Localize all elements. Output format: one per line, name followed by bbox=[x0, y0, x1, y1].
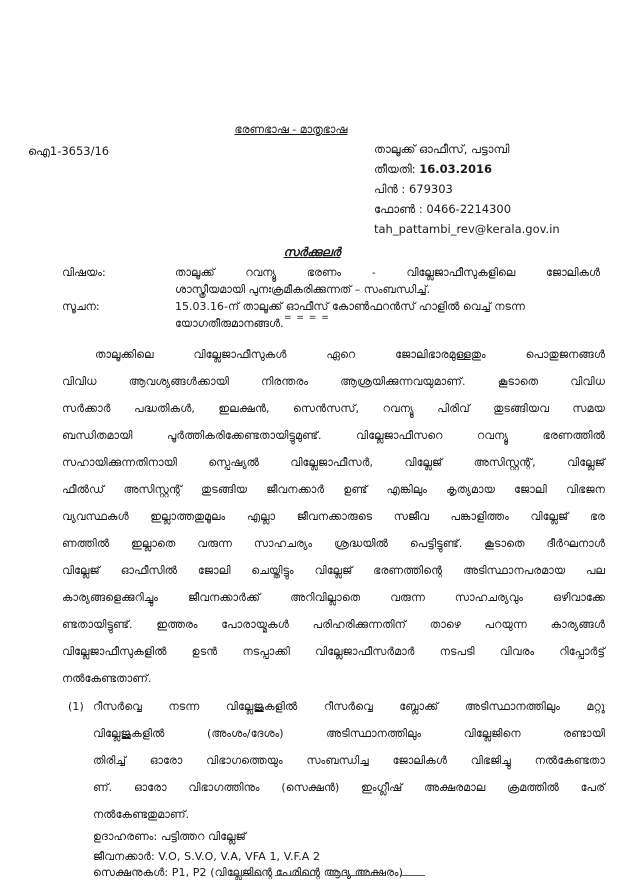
paragraph-line-1: താലൂക്കിലെ വില്ലേജാഫീസുകൾ ഏറെ ജോലിഭാരമുള്ളതും പൊതുജനങ്ങൾ bbox=[95, 348, 605, 361]
paragraph-line-12: വില്ലേജാഫീസുകളിൽ ഉടൻ നടപ്പാക്കി വില്ലേജാഫീസർമാർ നടപടി വിവരം റിപ്പോർട്ട് bbox=[62, 645, 605, 658]
reference-line-2: യോഗതീരുമാനങ്ങൾ. bbox=[175, 317, 284, 330]
reference-label: സൂചന: bbox=[62, 300, 100, 313]
paragraph-line-8: ണത്തിൽ ഇല്ലാതെ വരുന്ന സാഹചര്യം ശ്രദ്ധയിൽ പെട്ടിട്ടുണ്ട്. കൂടാതെ ദീർഘനാൾ bbox=[62, 537, 605, 550]
paragraph-line-4: ബന്ധിതമായി പൂർത്തികരിക്കേണ്ടതായിട്ടുമുണ്ട്. വില്ലേജാഫീസറെ റവന്യൂ ഭരണത്തിൽ bbox=[62, 429, 605, 442]
bottom-scan-mark-3 bbox=[330, 875, 385, 876]
circular-title: സർക്കുലർ bbox=[283, 245, 341, 259]
sender-date bbox=[374, 162, 492, 177]
paragraph-line-9: വില്ലേജ് ഓഫീസിൽ ജോലി ചെയ്തിട്ടും വില്ലേജ് ഭരണത്തിന്റെ അടിസ്ഥാനപരമായ പല bbox=[62, 564, 605, 577]
example-line-1: ഉദാഹരണം: പട്ടിത്തറ വില്ലേജ് bbox=[93, 830, 246, 843]
item-1-number: (1) bbox=[68, 700, 84, 713]
bottom-scan-mark-2 bbox=[275, 875, 315, 876]
paragraph-line-3: സർക്കാർ പദ്ധതികൾ, ഇലക്ഷൻ, സെൻസസ്, റവന്യൂ പിരിവ് തുടങ്ങിയവ സമയ bbox=[62, 402, 605, 415]
file-number: ഐ1-3653/16 bbox=[28, 144, 110, 158]
subject-line-1: താലൂക്ക് റവന്യൂ ഭരണം - വില്ലേജാഫീസുകളിലെ ജോലികൾ bbox=[175, 266, 600, 279]
date-label: തീയതി: bbox=[374, 162, 420, 176]
reference-line-1: 15.03.16-ന് താലൂക്ക് ഓഫീസ് കോൺഫറൻസ് ഹാളിൽ വെച്ച് നടന്ന bbox=[175, 300, 525, 313]
bottom-scan-mark-1 bbox=[232, 875, 262, 876]
example-line-3: സെക്ഷനുകൾ: P1, P2 (വില്ലേജിന്റെ പേരിന്റെ ആദ്യ അക്ഷരം) bbox=[93, 866, 403, 879]
subject-line-2: ശാസ്ത്രീയമായി പുനഃക്രമീകരിക്കുന്നത് – സംബന്ധിച്ച്. bbox=[175, 283, 431, 296]
item-1-line-2: വില്ലേജുകളിൽ (അംശം/ദേശം) അടിസ്ഥാനത്തിലും വില്ലേജിനെ രണ്ടായി bbox=[93, 727, 605, 740]
paragraph-line-5: സഹായിക്കുന്നതിനായി സ്പെഷ്യൽ വില്ലേജാഫീസർ, വില്ലേജ് അസിസ്റ്റന്റ്, വില്ലേജ് bbox=[62, 456, 605, 469]
paragraph-line-6: ഫീൽഡ് അസിസ്റ്റന്റ് തുടങ്ങിയ ജീവനക്കാർ ഉണ്ട് എങ്കിലും കൃത്യമായ ജോലി വിഭജന bbox=[62, 483, 605, 496]
item-1-line-5: നൽകേണ്ടതുമാണ്. bbox=[93, 808, 190, 821]
subject-label: വിഷയം: bbox=[62, 266, 106, 279]
sender-pin: പിൻ : 679303 bbox=[374, 182, 453, 196]
motto-text: ഭരണഭാഷ - മാതൃഭാഷ bbox=[234, 123, 348, 136]
paragraph-line-7: വ്യവസ്ഥകൾ ഇല്ലാത്തതുമൂലം എല്ലാ ജീവനക്കാരുടെ സജീവ പങ്കാളിത്തം വില്ലേജ് ഭര bbox=[62, 510, 605, 523]
item-1-line-1: റീസർവ്വെ നടന്ന വില്ലേജുകളിൽ റീസർവ്വെ ബ്ലോക്ക് അടിസ്ഥാനത്തിലും മറ്റു bbox=[93, 700, 605, 713]
paragraph-line-10: കാര്യങ്ങളെക്കുറിച്ചും ജീവനക്കാർക്ക് അറിവില്ലാതെ വരുന്ന സാഹചര്യവും ഒഴിവാക്കേ bbox=[62, 591, 605, 604]
item-1-line-4: ണ്. ഓരോ വിഭാഗത്തിനും (സെക്ഷൻ) ഇംഗ്ലീഷ് അക്ഷരമാല ക്രമത്തിൽ പേര് bbox=[93, 781, 605, 794]
example-line-2: ജീവനക്കാർ: V.O, S.V.O, V.A, VFA 1, V.F.A 2 bbox=[93, 850, 321, 863]
paragraph-line-11: ണ്ടതായിട്ടുണ്ട്. ഇത്തരം പോരായ്മകൾ പരിഹരിക്കുന്നതിന് താഴെ പറയുന്ന കാര്യങ്ങൾ bbox=[62, 618, 605, 631]
sender-email: tah_pattambi_rev@kerala.gov.in bbox=[374, 222, 560, 236]
paragraph-line-13: നൽകേണ്ടതാണ്. bbox=[62, 672, 152, 685]
date-value: 16.03.2016 bbox=[419, 162, 493, 176]
sender-phone: ഫോൺ : 0466-2214300 bbox=[374, 202, 512, 216]
sender-office: താലൂക്ക് ഓഫീസ്, പട്ടാമ്പി bbox=[374, 142, 510, 156]
item-1-line-3: തിരിച്ച് ഓരോ വിഭാഗത്തെയും സംബന്ധിച്ച ജോലികൾ വിഭജിച്ചു നൽകേണ്ടതാ bbox=[93, 754, 605, 767]
bottom-scan-mark-4 bbox=[400, 875, 425, 876]
paragraph-line-2: വിവിധ ആവശ്യങ്ങൾക്കായി നിരന്തരം ആശ്രയിക്കുന്നവയുമാണ്. കൂടാതെ വിവിധ bbox=[62, 375, 605, 388]
separator: = = = = bbox=[284, 313, 330, 323]
motto bbox=[216, 123, 366, 137]
